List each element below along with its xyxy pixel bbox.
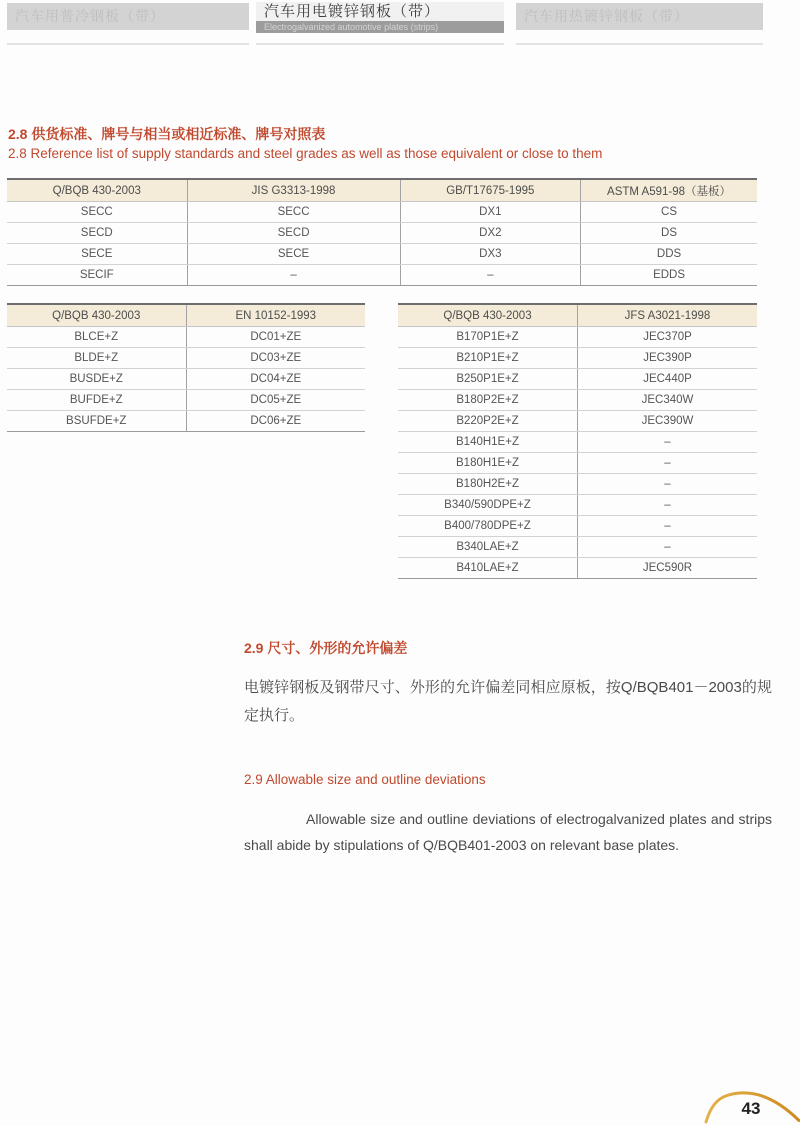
table-cell: DX3 <box>400 244 581 265</box>
table-cell: B400/780DPE+Z <box>398 516 578 537</box>
table-cell: B340LAE+Z <box>398 537 578 558</box>
table-cell: B180P2E+Z <box>398 390 578 411</box>
table-row <box>7 244 757 265</box>
section-2-8-title-zh: 2.8 供货标准、牌号与相当或相近标准、牌号对照表 <box>8 126 326 142</box>
table-cell: JEC370P <box>578 327 758 348</box>
table-row <box>7 265 757 286</box>
table-cell: BLDE+Z <box>7 348 186 369</box>
table-header-cell: JFS A3021-1998 <box>578 304 758 327</box>
section-2-8-title-en: 2.8 Reference list of supply standards and steel grades as well as those equivalent or close to them <box>8 146 603 161</box>
standards-table-en10152 <box>7 303 365 432</box>
page-number: 43 <box>741 1099 761 1118</box>
table-row <box>398 411 757 432</box>
table-header-cell: Q/BQB 430-2003 <box>7 179 187 202</box>
tab-electrogalvanized-subtitle: Electrogalvanized automotive plates (strips) <box>256 21 504 33</box>
table-cell: DDS <box>581 244 757 265</box>
section-2-9-body-en: Allowable size and outline deviations of electrogalvanized plates and strips shall abide by stipulations of Q/BQB401-2003 on relevant base plates. <box>244 811 772 853</box>
table-row <box>398 453 757 474</box>
table-header-cell: JIS G3313-1998 <box>187 179 400 202</box>
table-row <box>398 537 757 558</box>
table-cell: SECC <box>7 202 187 223</box>
table-cell: DX2 <box>400 223 581 244</box>
table-row <box>398 390 757 411</box>
table-cell: DC03+ZE <box>186 348 365 369</box>
tab-underline <box>256 43 504 45</box>
table-header-cell: GB/T17675-1995 <box>400 179 581 202</box>
table-row <box>398 495 757 516</box>
table-cell: SECE <box>187 244 400 265</box>
section-2-9-en <box>244 770 772 858</box>
table-cell: B180H1E+Z <box>398 453 578 474</box>
table-header-cell: Q/BQB 430-2003 <box>7 304 186 327</box>
tab-underline <box>516 43 763 45</box>
table-row <box>398 516 757 537</box>
table-cell: – <box>578 432 758 453</box>
table-cell: B170P1E+Z <box>398 327 578 348</box>
section-2-9-zh <box>244 638 772 730</box>
table-cell: JEC390W <box>578 411 758 432</box>
table-cell: EDDS <box>581 265 757 286</box>
standards-comparison-table-2 <box>7 303 365 432</box>
table-row <box>398 369 757 390</box>
table-cell: SECD <box>187 223 400 244</box>
table-cell: DC06+ZE <box>186 411 365 432</box>
table-row <box>7 411 365 432</box>
table-cell: B250P1E+Z <box>398 369 578 390</box>
table-cell: DC04+ZE <box>186 369 365 390</box>
table-cell: SECE <box>7 244 187 265</box>
table-cell: JEC440P <box>578 369 758 390</box>
table-cell: SECD <box>7 223 187 244</box>
table-row <box>398 558 757 579</box>
tab-electrogalvanized-plates <box>256 2 504 33</box>
table-cell: B180H2E+Z <box>398 474 578 495</box>
table-row <box>7 202 757 223</box>
table-cell: DX1 <box>400 202 581 223</box>
tab-cold-rolled-plates: 汽车用普冷钢板（带） <box>7 3 249 30</box>
table-header-cell: ASTM A591-98（基板） <box>581 179 757 202</box>
table-header-row <box>7 304 365 327</box>
section-2-9-title-en: 2.9 Allowable size and outline deviations <box>244 772 486 787</box>
table-cell: JEC390P <box>578 348 758 369</box>
standards-table-jis-gb-astm <box>7 178 757 286</box>
table-cell: SECIF <box>7 265 187 286</box>
table-cell: BUFDE+Z <box>7 390 186 411</box>
table-cell: – <box>578 537 758 558</box>
section-2-9-title-zh: 2.9 尺寸、外形的允许偏差 <box>244 640 408 656</box>
table-cell: DS <box>581 223 757 244</box>
table-cell: – <box>187 265 400 286</box>
table-cell: CS <box>581 202 757 223</box>
standards-table-jfs <box>398 303 757 579</box>
table-cell: – <box>400 265 581 286</box>
tab-underline <box>7 43 249 45</box>
table-cell: – <box>578 516 758 537</box>
table-cell: SECC <box>187 202 400 223</box>
table-header-row <box>398 304 757 327</box>
tab-electrogalvanized-label: 汽车用电镀锌钢板（带） <box>256 2 504 21</box>
table-row <box>7 369 365 390</box>
table-cell: DC01+ZE <box>186 327 365 348</box>
table-cell: JEC590R <box>578 558 758 579</box>
table-row <box>398 474 757 495</box>
section-2-9-body-zh: 电镀锌钢板及钢带尺寸、外形的允许偏差同相应原板，按Q/BQB401－2003的规定执行。 <box>244 679 772 724</box>
table-cell: JEC340W <box>578 390 758 411</box>
table-cell: – <box>578 453 758 474</box>
table-row <box>7 390 365 411</box>
table-row <box>398 432 757 453</box>
standards-comparison-table-1 <box>7 178 757 286</box>
tab-hot-dip-galvanized-plates: 汽车用热镀锌钢板（带） <box>516 3 763 30</box>
table-row <box>398 327 757 348</box>
table-cell: B220P2E+Z <box>398 411 578 432</box>
table-row <box>7 348 365 369</box>
table-cell: BLCE+Z <box>7 327 186 348</box>
table-header-row <box>7 179 757 202</box>
table-cell: B340/590DPE+Z <box>398 495 578 516</box>
table-header-cell: EN 10152-1993 <box>186 304 365 327</box>
table-cell: B140H1E+Z <box>398 432 578 453</box>
table-row <box>398 348 757 369</box>
table-cell: – <box>578 474 758 495</box>
standards-comparison-table-3 <box>398 303 757 579</box>
table-header-cell: Q/BQB 430-2003 <box>398 304 578 327</box>
table-cell: B410LAE+Z <box>398 558 578 579</box>
table-row <box>7 327 365 348</box>
table-cell: DC05+ZE <box>186 390 365 411</box>
table-cell: B210P1E+Z <box>398 348 578 369</box>
table-cell: – <box>578 495 758 516</box>
table-cell: BSUFDE+Z <box>7 411 186 432</box>
table-cell: BUSDE+Z <box>7 369 186 390</box>
table-row <box>7 223 757 244</box>
section-2-8-heading <box>8 124 768 164</box>
